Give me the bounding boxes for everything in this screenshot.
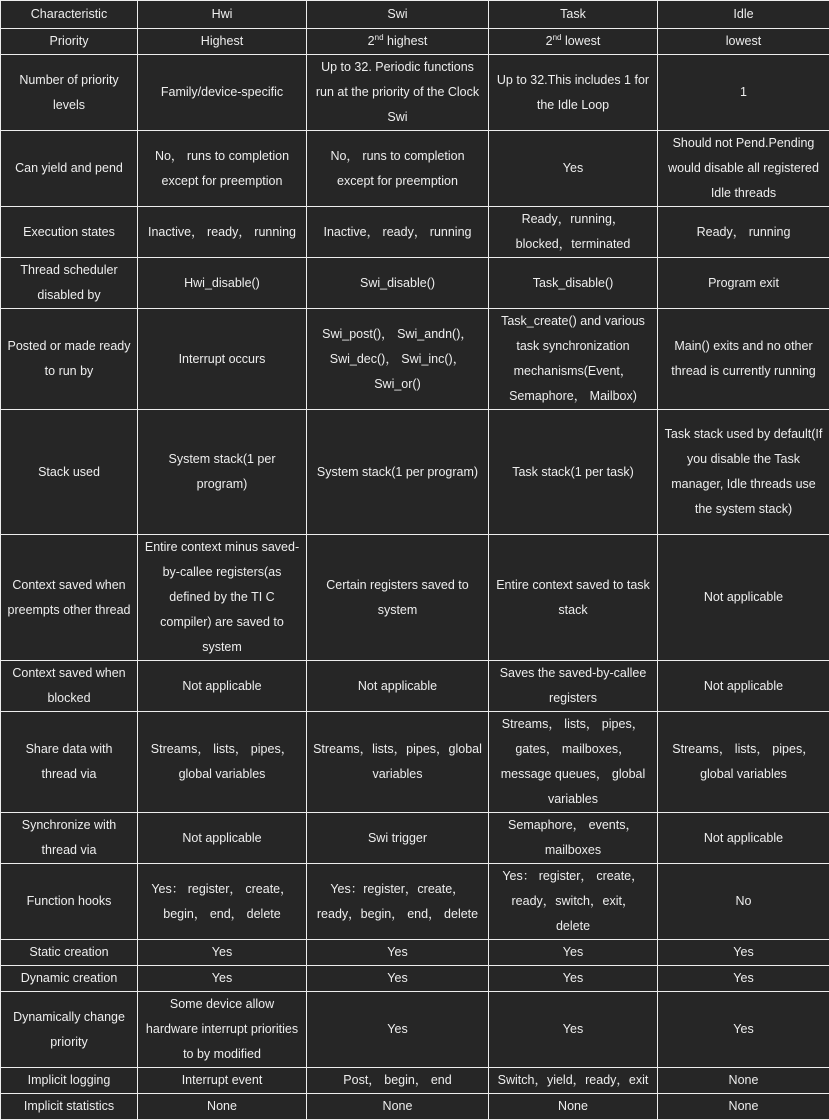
cell-task: Yes： register， create， ready，switch，exit，delete <box>489 864 658 940</box>
table-row <box>1 131 829 207</box>
cell-task: Yes <box>489 992 658 1068</box>
cell-swi: Post， begin， end <box>307 1068 489 1094</box>
cell-task: Switch，yield，ready，exit <box>489 1068 658 1094</box>
cell-idle: Main() exits and no other thread is currently running <box>658 309 829 410</box>
row-label: Priority <box>1 29 138 55</box>
table-body <box>1 1 829 1120</box>
row-label: Share data with thread via <box>1 712 138 813</box>
ordinal-rest: lowest <box>561 34 600 48</box>
cell-idle: None <box>658 1068 829 1094</box>
cell-hwi: Entire context minus saved-by-callee registers(as defined by the TI C compiler) are saved to system <box>138 535 307 661</box>
cell-task: Entire context saved to task stack <box>489 535 658 661</box>
cell-task: Yes <box>489 940 658 966</box>
table-row <box>1 258 829 309</box>
cell-idle: Yes <box>658 992 829 1068</box>
cell-swi <box>307 29 489 55</box>
cell-hwi: Yes： register， create， begin， end， delete <box>138 864 307 940</box>
table-row <box>1 712 829 813</box>
ordinal-number: 2 <box>546 34 553 48</box>
cell-task: None <box>489 1094 658 1120</box>
row-label: Posted or made ready to run by <box>1 309 138 410</box>
cell-swi: Yes <box>307 940 489 966</box>
cell-swi: Up to 32. Periodic functions run at the priority of the Clock Swi <box>307 55 489 131</box>
row-label: Function hooks <box>1 864 138 940</box>
cell-idle: Yes <box>658 966 829 992</box>
cell-hwi: Yes <box>138 940 307 966</box>
cell-hwi: Some device allow hardware interrupt priorities to by modified <box>138 992 307 1068</box>
cell-swi: Swi_post()， Swi_andn()， Swi_dec()， Swi_inc()， Swi_or() <box>307 309 489 410</box>
table-row <box>1 813 829 864</box>
table-row <box>1 1068 829 1094</box>
row-label: Static creation <box>1 940 138 966</box>
row-label: Thread scheduler disabled by <box>1 258 138 309</box>
cell-hwi: Streams， lists， pipes， global variables <box>138 712 307 813</box>
table-row <box>1 966 829 992</box>
header-task: Task <box>489 1 658 29</box>
cell-hwi: Hwi_disable() <box>138 258 307 309</box>
cell-swi: Certain registers saved to system <box>307 535 489 661</box>
cell-swi: Streams，lists，pipes，global variables <box>307 712 489 813</box>
table-row <box>1 992 829 1068</box>
cell-swi: Swi trigger <box>307 813 489 864</box>
cell-idle: Not applicable <box>658 661 829 712</box>
cell-idle: Yes <box>658 940 829 966</box>
table-row <box>1 410 829 535</box>
table-row <box>1 535 829 661</box>
table-row <box>1 309 829 410</box>
row-label: Stack used <box>1 410 138 535</box>
ordinal-rest: highest <box>384 34 428 48</box>
cell-idle: None <box>658 1094 829 1120</box>
cell-idle: lowest <box>658 29 829 55</box>
table-row <box>1 661 829 712</box>
header-swi: Swi <box>307 1 489 29</box>
row-label: Execution states <box>1 207 138 258</box>
row-label: Context saved when preempts other thread <box>1 535 138 661</box>
table-row <box>1 55 829 131</box>
cell-swi: Not applicable <box>307 661 489 712</box>
cell-hwi: Not applicable <box>138 661 307 712</box>
table-row <box>1 29 829 55</box>
cell-idle: Not applicable <box>658 535 829 661</box>
row-label: Number of priority levels <box>1 55 138 131</box>
cell-idle: Ready， running <box>658 207 829 258</box>
cell-task: Streams， lists， pipes， gates， mailboxes， message queues， global variables <box>489 712 658 813</box>
row-label: Can yield and pend <box>1 131 138 207</box>
table-row <box>1 1094 829 1120</box>
cell-idle: No <box>658 864 829 940</box>
cell-hwi: No， runs to completion except for preemption <box>138 131 307 207</box>
cell-task: Saves the saved-by-callee registers <box>489 661 658 712</box>
cell-swi: Yes <box>307 992 489 1068</box>
cell-task <box>489 29 658 55</box>
cell-idle: Should not Pend.Pending would disable all registered Idle threads <box>658 131 829 207</box>
cell-hwi: Highest <box>138 29 307 55</box>
header-characteristic: Characteristic <box>1 1 138 29</box>
header-row <box>1 1 829 29</box>
cell-idle: 1 <box>658 55 829 131</box>
cell-task: Task stack(1 per task) <box>489 410 658 535</box>
cell-swi: None <box>307 1094 489 1120</box>
cell-hwi: None <box>138 1094 307 1120</box>
cell-hwi: Interrupt event <box>138 1068 307 1094</box>
cell-swi: Swi_disable() <box>307 258 489 309</box>
cell-task: Up to 32.This includes 1 for the Idle Loop <box>489 55 658 131</box>
header-hwi: Hwi <box>138 1 307 29</box>
cell-hwi: Inactive， ready， running <box>138 207 307 258</box>
cell-idle: Not applicable <box>658 813 829 864</box>
cell-hwi: System stack(1 per program) <box>138 410 307 535</box>
header-idle: Idle <box>658 1 829 29</box>
cell-swi: Yes：register，create，ready，begin， end， delete <box>307 864 489 940</box>
cell-swi: System stack(1 per program) <box>307 410 489 535</box>
row-label: Implicit logging <box>1 1068 138 1094</box>
cell-hwi: Not applicable <box>138 813 307 864</box>
row-label: Implicit statistics <box>1 1094 138 1120</box>
cell-task: Yes <box>489 131 658 207</box>
ordinal-number: 2 <box>368 34 375 48</box>
cell-task: Semaphore， events， mailboxes <box>489 813 658 864</box>
table-row <box>1 940 829 966</box>
cell-task: Task_disable() <box>489 258 658 309</box>
cell-hwi: Yes <box>138 966 307 992</box>
cell-hwi: Family/device-specific <box>138 55 307 131</box>
cell-idle: Task stack used by default(If you disable the Task manager, Idle threads use the system stack) <box>658 410 829 535</box>
cell-idle: Streams， lists， pipes， global variables <box>658 712 829 813</box>
row-label: Context saved when blocked <box>1 661 138 712</box>
ordinal-suffix: nd <box>375 33 384 42</box>
cell-task: Ready，running，blocked，terminated <box>489 207 658 258</box>
ordinal-suffix: nd <box>553 33 562 42</box>
table-row <box>1 207 829 258</box>
cell-swi: Yes <box>307 966 489 992</box>
row-label: Dynamic creation <box>1 966 138 992</box>
cell-idle: Program exit <box>658 258 829 309</box>
cell-task: Task_create() and various task synchronization mechanisms(Event， Semaphore， Mailbox) <box>489 309 658 410</box>
cell-task: Yes <box>489 966 658 992</box>
row-label: Synchronize with thread via <box>1 813 138 864</box>
table-row <box>1 864 829 940</box>
cell-hwi: Interrupt occurs <box>138 309 307 410</box>
cell-swi: Inactive， ready， running <box>307 207 489 258</box>
cell-swi: No， runs to completion except for preemption <box>307 131 489 207</box>
row-label: Dynamically change priority <box>1 992 138 1068</box>
